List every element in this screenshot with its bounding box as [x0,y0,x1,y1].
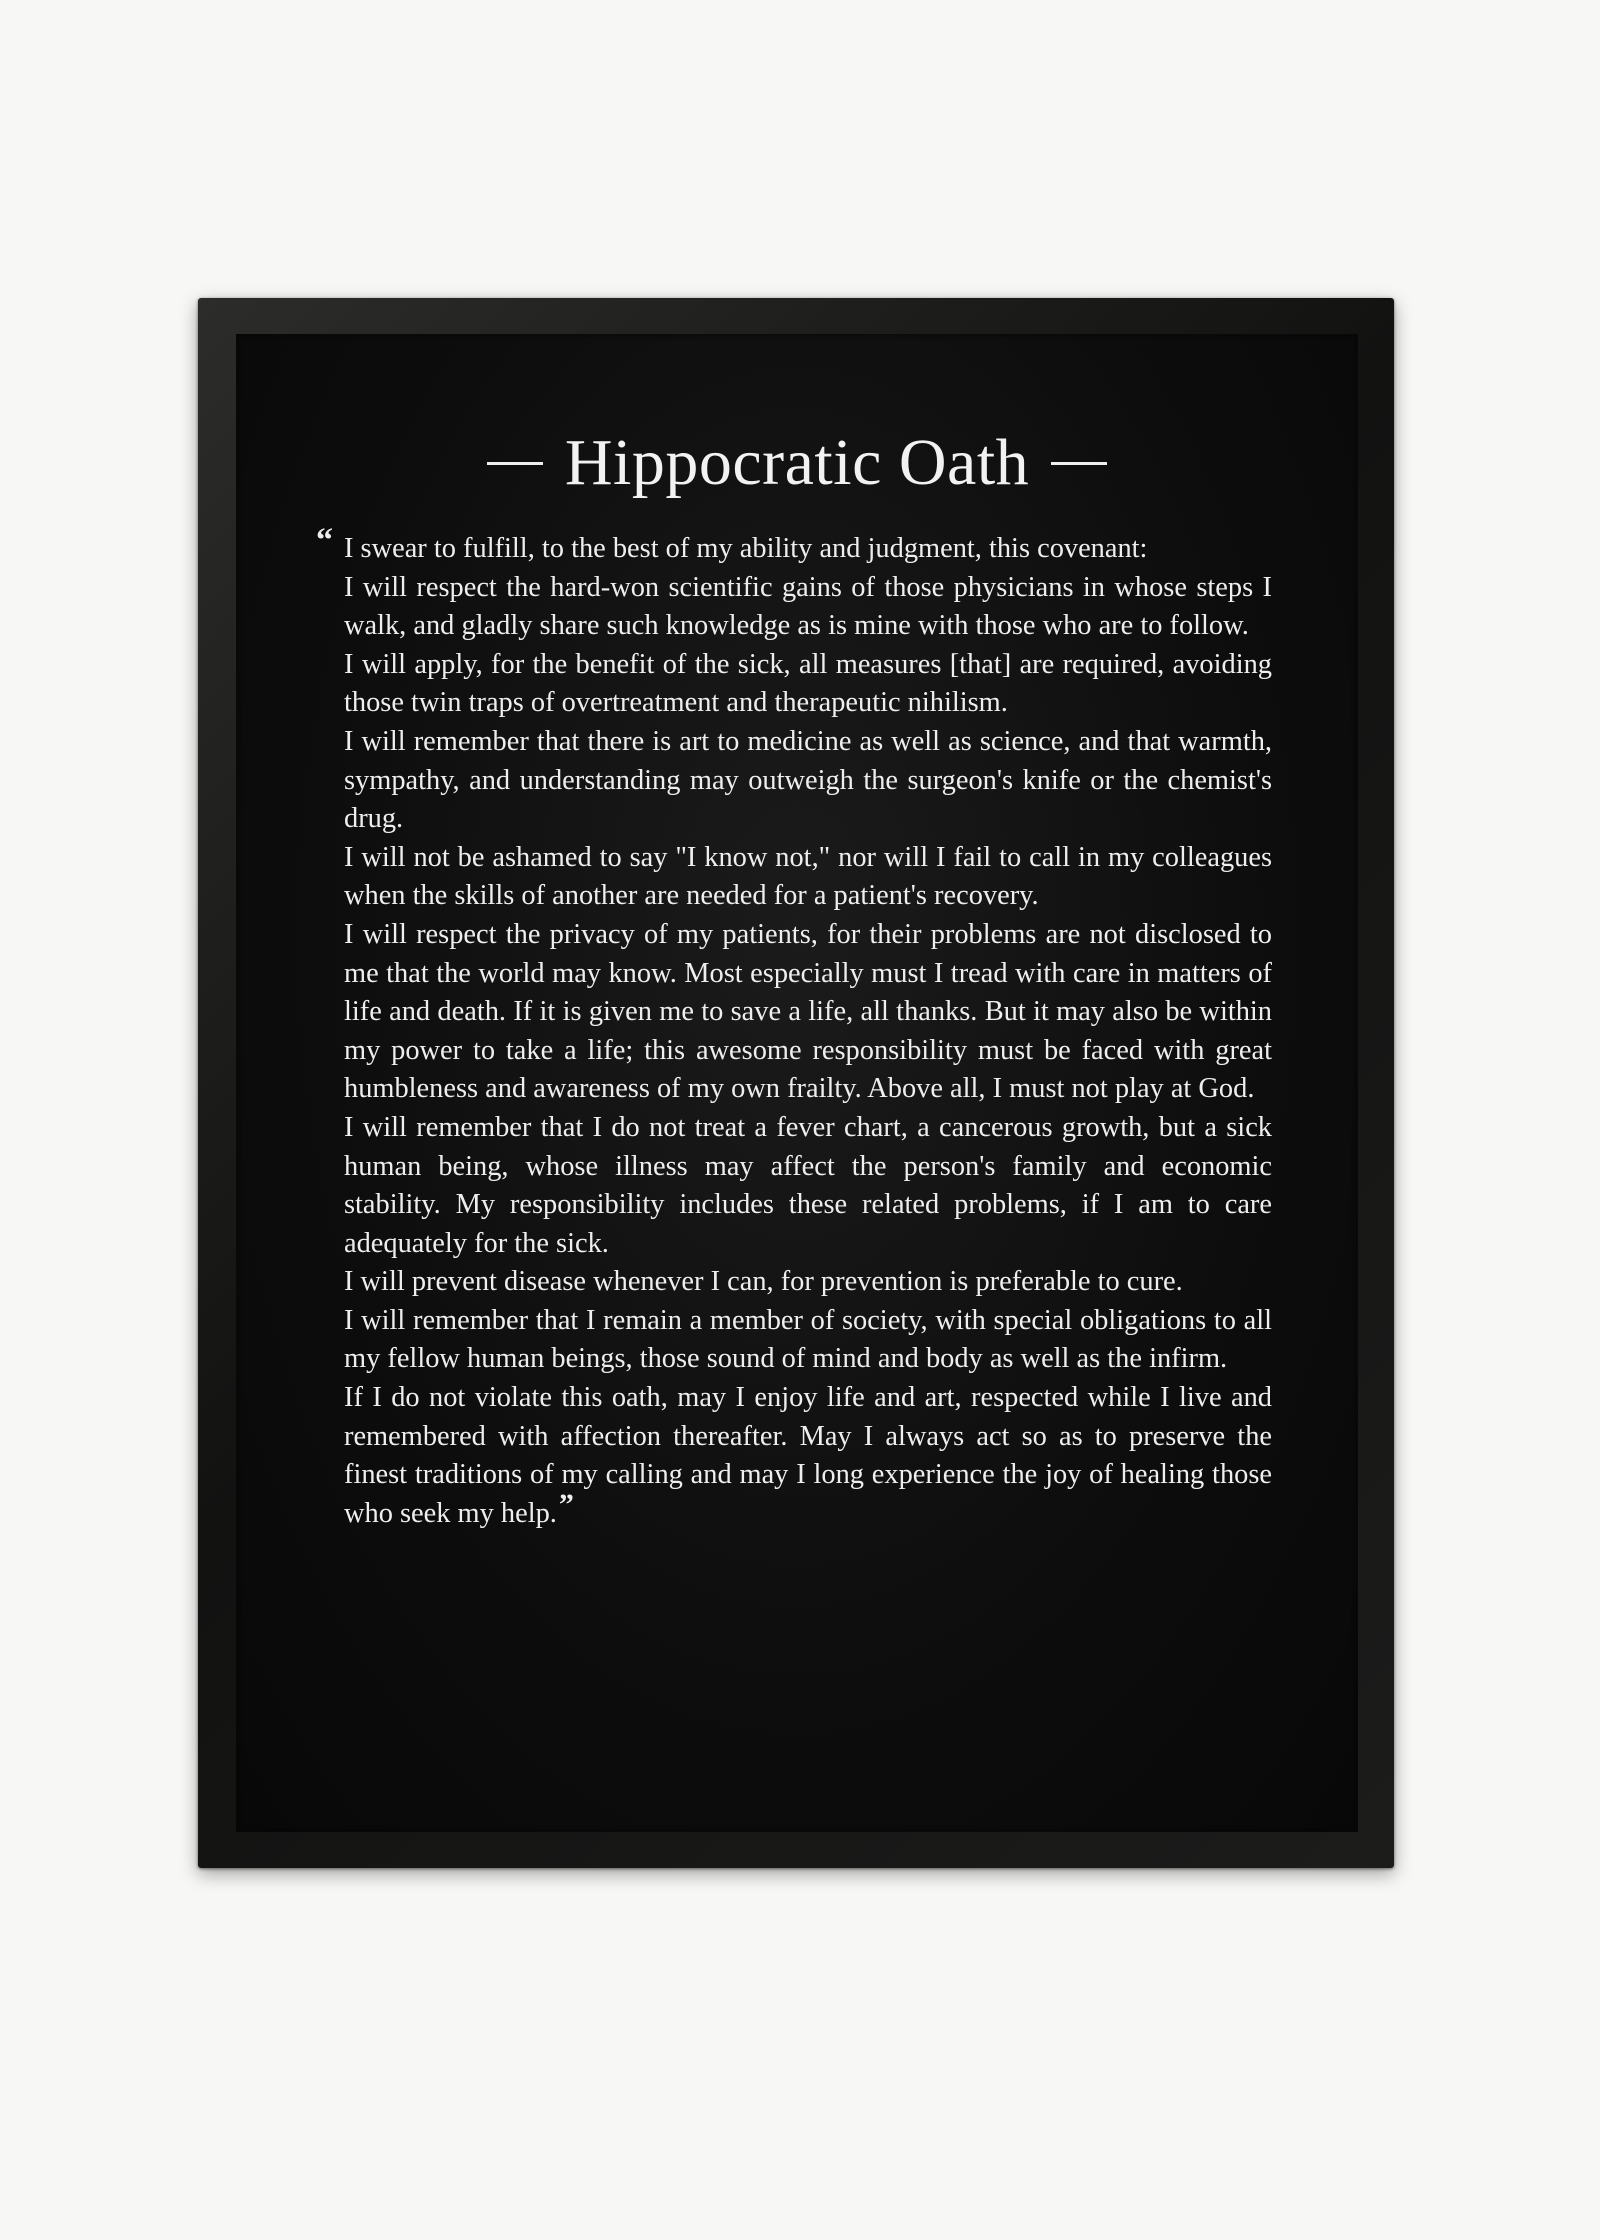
oath-paragraph-3: I will apply, for the benefit of the sick, all measures [that] are required, avoiding those twin traps of overtreatment and therapeutic nihilism. [344,648,1272,719]
oath-paragraph-6: I will respect the privacy of my patients, for their problems are not disclosed to me that the world may know. Most especially must I tread with care in matters of life and death. If it is given me to save a life, all thanks. But it may also be within my power to take a life; this awesome responsibility must be faced with great humbleness and awareness of my own frailty. Above all, I must not play at God. [344,918,1272,1105]
oath-paragraph-4: I will remember that there is art to medicine as well as science, and that warmth, sympathy, and understanding may outweigh the surgeon's knife or the chemist's drug. [344,725,1272,835]
oath-paragraph-10-text: If I do not violate this oath, may I enjoy life and art, respected while I live and remembered with affection thereafter. May I always act so as to preserve the finest traditions of my calling and may I long experience the joy of healing those who seek my help. [344,1382,1272,1529]
oath-paragraph-7: I will remember that I do not treat a fever chart, a cancerous growth, but a sick human being, whose illness may affect the person's family and economic stability. My responsibility includes these related problems, if I am to care adequately for the sick. [344,1111,1272,1259]
oath-paragraph-1: I swear to fulfill, to the best of my ability and judgment, this covenant: [344,533,1148,564]
oath-text [316,522,1272,1533]
oath-paragraph-9: I will remember that I remain a member of society, with special obligations to all my fellow human beings, those sound of mind and body as well as the infirm. [344,1304,1272,1375]
oath-paragraph-10 [344,1379,1272,1533]
poster-frame [198,298,1394,1868]
title-dash-right [1051,462,1107,465]
poster-title: Hippocratic Oath [564,426,1030,499]
oath-paragraph-5: I will not be ashamed to say "I know not," nor will I fail to call in my colleagues when the skills of another are needed for a patient's recovery. [344,841,1272,912]
close-quote-mark: ” [558,1487,574,1521]
open-quote-mark: “ [316,522,333,559]
poster-mat [236,334,1358,1832]
oath-paragraph-8: I will prevent disease whenever I can, for prevention is preferable to cure. [344,1266,1183,1298]
title-row [236,418,1358,508]
oath-paragraph-2: I will respect the hard-won scientific gains of those physicians in whose steps I walk, and gladly share such knowledge as is mine with those who are to follow. [344,571,1272,642]
title-dash-left [487,462,543,465]
